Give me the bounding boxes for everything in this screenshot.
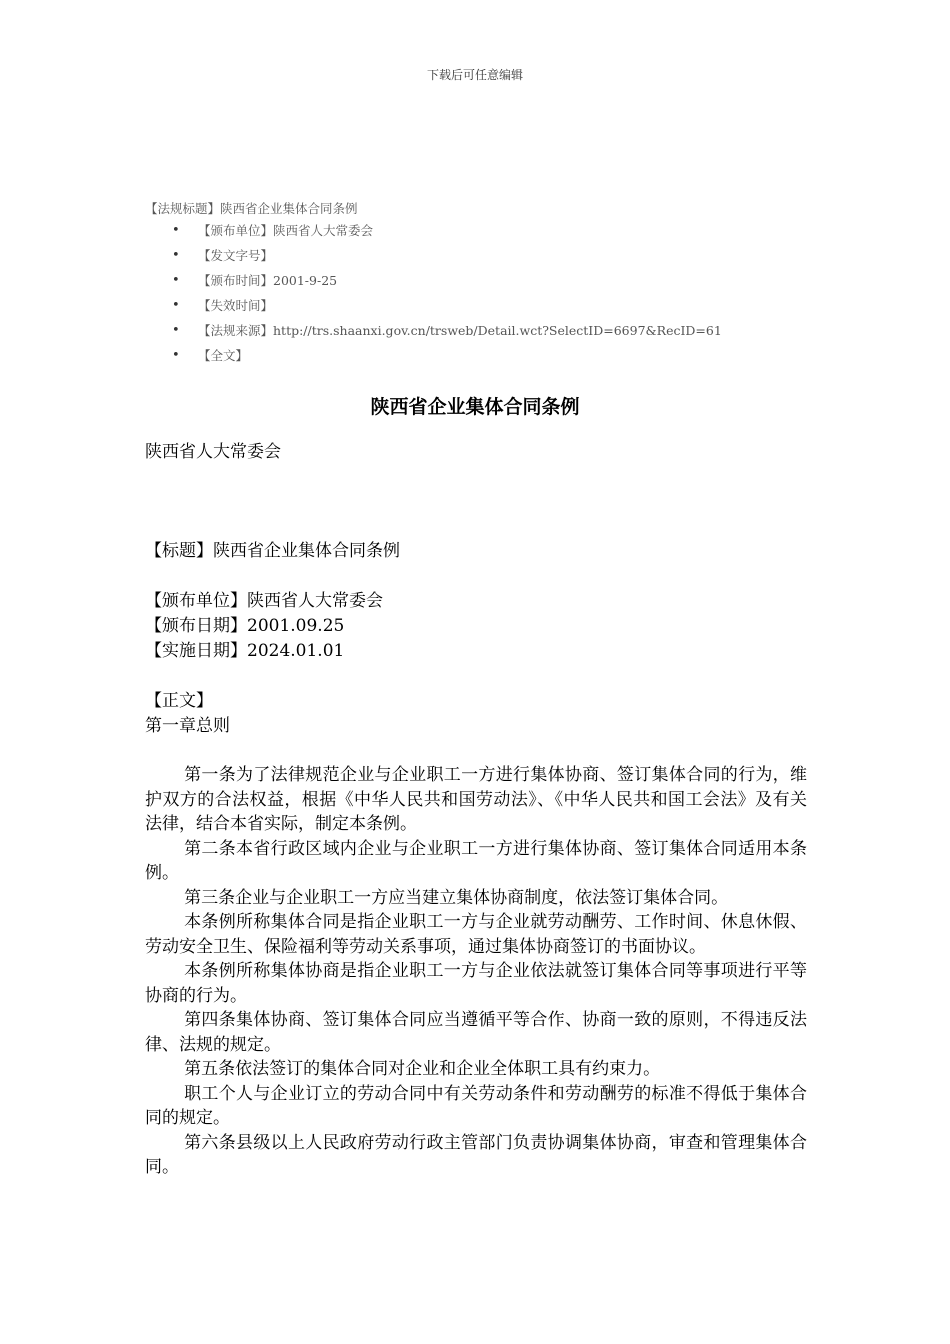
meta-item-text: 【失效时间】 bbox=[198, 298, 274, 313]
paragraph: 第一条为了法律规范企业与企业职工一方进行集体协商、签订集体合同的行为，维护双方的合法权益，根据《中华人民共和国劳动法》、《中华人民共和国工会法》及有关法律，结合本省实际，制定本条例。 bbox=[145, 765, 807, 834]
paragraph: 第二条本省行政区域内企业与企业职工一方进行集体协商、签订集体合同适用本条例。 bbox=[145, 838, 807, 883]
paragraph: 第六条县级以上人民政府劳动行政主管部门负责协调集体协商，审查和管理集体合同。 bbox=[145, 1132, 807, 1177]
meta-item-unit bbox=[145, 222, 722, 247]
meta-item-full-text bbox=[145, 347, 722, 372]
meta-item-text: 【颁布时间】2001-9-25 bbox=[198, 273, 338, 288]
chapter-heading: 第一章总则 bbox=[145, 716, 230, 736]
bullet-icon: • bbox=[172, 348, 180, 363]
body-label: 【正文】 bbox=[145, 691, 213, 711]
meta-title-line: 【法规标题】陕西省企业集体合同条例 bbox=[145, 201, 358, 216]
paragraph: 职工个人与企业订立的劳动合同中有关劳动条件和劳动酬劳的标准不得低于集体合同的规定。 bbox=[145, 1083, 807, 1128]
paragraph: 第四条集体协商、签订集体合同应当遵循平等合作、协商一致的原则，不得违反法律、法规的规定。 bbox=[145, 1010, 807, 1055]
document-issuer: 陕西省人大常委会 bbox=[145, 442, 281, 462]
info-date-line: 【颁布日期】2001.09.25 bbox=[145, 616, 345, 636]
paragraph: 本条例所称集体合同是指企业职工一方与企业就劳动酬劳、工作时间、休息休假、劳动安全卫生、保险福利等劳动关系事项，通过集体协商签订的书面协议。 bbox=[145, 912, 807, 957]
meta-list bbox=[145, 222, 722, 372]
meta-item-text: 【全文】 bbox=[198, 348, 249, 363]
meta-item-text: 【颁布单位】陕西省人大常委会 bbox=[198, 223, 374, 238]
bullet-icon: • bbox=[172, 323, 180, 338]
paragraph: 第五条依法签订的集体合同对企业和企业全体职工具有约束力。 bbox=[184, 1059, 661, 1079]
document-title: 陕西省企业集体合同条例 bbox=[370, 396, 580, 418]
bullet-icon: • bbox=[172, 248, 180, 263]
info-body-header bbox=[145, 689, 230, 739]
info-unit-line: 【颁布单位】陕西省人大常委会 bbox=[145, 591, 383, 611]
bullet-icon: • bbox=[172, 273, 180, 288]
paragraph: 本条例所称集体协商是指企业职工一方与企业依法就签订集体合同等事项进行平等协商的行为。 bbox=[145, 961, 807, 1006]
bullet-icon: • bbox=[172, 223, 180, 238]
meta-item-source bbox=[145, 322, 722, 347]
meta-item-expiry-date bbox=[145, 297, 722, 322]
meta-item-text: 【法规来源】http://trs.shaanxi.gov.cn/trsweb/Detail.wct?SelectID=6697&RecID=61 bbox=[198, 323, 722, 338]
meta-item-doc-number bbox=[145, 247, 722, 272]
header-note: 下载后可任意编辑 bbox=[426, 68, 523, 82]
info-effective-line: 【实施日期】2024.01.01 bbox=[145, 641, 345, 661]
bullet-icon: • bbox=[172, 298, 180, 313]
meta-item-issue-date bbox=[145, 272, 722, 297]
metadata-block bbox=[145, 200, 722, 372]
meta-item-text: 【发文字号】 bbox=[198, 248, 274, 263]
info-dates bbox=[145, 589, 383, 664]
paragraph: 第三条企业与企业职工一方应当建立集体协商制度，依法签订集体合同。 bbox=[184, 887, 729, 908]
document-body bbox=[145, 763, 807, 1180]
info-title-line: 【标题】陕西省企业集体合同条例 bbox=[145, 541, 400, 561]
info-title bbox=[145, 539, 400, 564]
